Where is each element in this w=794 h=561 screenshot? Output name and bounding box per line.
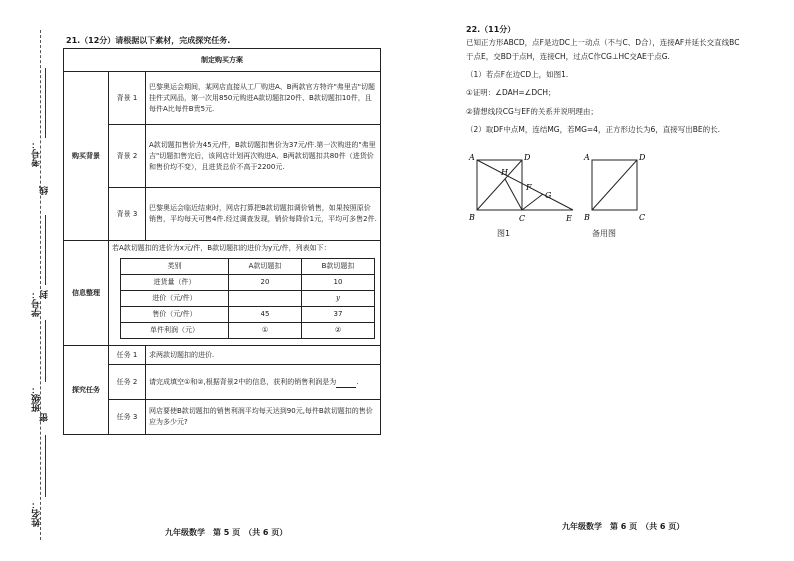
- background-1-label: 背景 1: [109, 72, 146, 125]
- inner-header-category: 类别: [121, 259, 229, 275]
- label-g: G: [545, 191, 552, 200]
- backup-label-b: B: [584, 213, 590, 222]
- footer-left: 九年级数学 第 5 页 （共 6 页）: [165, 528, 288, 537]
- fill-line-exam-number: [45, 68, 46, 138]
- task-2-text: 请完成填空①和②,根据背景2中的信息，获利的销售利润是为: [149, 377, 337, 386]
- section-purchase-background: 购买背景: [64, 72, 109, 241]
- table-cell: 进货量（件）: [121, 275, 229, 291]
- table-cell: [228, 291, 301, 307]
- q22-line-3: （1）若点F在边CD上，如图1.: [466, 70, 569, 79]
- inner-header-row: [121, 259, 375, 275]
- table-cell: 售价（元/件）: [121, 307, 229, 323]
- class-label: 班级：: [32, 385, 42, 412]
- table-row: [121, 275, 375, 291]
- label-f: F: [526, 183, 532, 192]
- background-2-text: A款切题扣售价为45元/件，B款切题扣售价为37元/件.第一次购进的"弗里吉"切题扣售完后，该网店计划再次购进A、B两款切题扣共80件（进货价和售价均不变），且进货总价不高于2200元.: [146, 125, 381, 188]
- exam-number-label: 考号：: [32, 140, 42, 167]
- segment-cg: [522, 194, 543, 210]
- section-info-organize: 信息整理: [64, 241, 109, 346]
- table-cell: ①: [228, 323, 301, 339]
- q21-heading: 21.（12分）请根据以下素材，完成探究任务.: [66, 36, 231, 45]
- q22-line-5: ②猜想线段CG与EF的关系并说明理由；: [466, 107, 598, 116]
- inner-header-a: A款切题扣: [228, 259, 301, 275]
- background-3-text: 巴黎奥运会临近结束时，网店打算把B款切题扣调价销售，如果按照原价销售，平均每天可售4件.经过调查发现，销价每降价1元，平均可多售2件.: [146, 188, 381, 241]
- table-cell: 20: [228, 275, 301, 291]
- task-1-label: 任务 1: [109, 346, 146, 365]
- task-2-label: 任务 2: [109, 365, 146, 400]
- table-row: [121, 307, 375, 323]
- q22-heading: 22.（11分）: [466, 25, 516, 34]
- q22-line-4: ①证明：∠DAH=∠DCH；: [466, 88, 556, 97]
- table-cell: 45: [228, 307, 301, 323]
- label-d: D: [524, 153, 531, 162]
- fill-line-student-number: [45, 215, 46, 285]
- label-b: B: [469, 213, 475, 222]
- backup-label-a: A: [584, 153, 590, 162]
- inner-header-b: B款切题扣: [301, 259, 374, 275]
- table-cell: ②: [301, 323, 374, 339]
- table-cell: 单件利润（元）: [121, 323, 229, 339]
- student-number-label: 学号：: [32, 290, 42, 317]
- backup-label-c: C: [639, 213, 646, 222]
- table-row: [121, 323, 375, 339]
- table-cell: 进价（元/件）: [121, 291, 229, 307]
- table-title: 制定购买方案: [64, 49, 381, 72]
- task-3-label: 任务 3: [109, 400, 146, 435]
- binding-line-mark: 线: [40, 186, 50, 195]
- backup-label-d: D: [639, 153, 646, 162]
- figure-1: [463, 150, 583, 230]
- label-e: E: [566, 214, 572, 223]
- table-cell: 10: [301, 275, 374, 291]
- backup-diagonal: [592, 160, 637, 210]
- figure-backup-caption: 备用图: [592, 229, 616, 238]
- table-row: [121, 291, 375, 307]
- q22-line-6: （2）取DF中点M，连结MG，若MG=4，正方形边长为6，直接写出BE的长.: [466, 125, 720, 134]
- footer-right: 九年级数学 第 6 页 （共 6 页）: [562, 522, 685, 531]
- binding-dashed-line: [40, 30, 41, 540]
- task-3-text: 网店要使B款切题扣的销售利润平均每天达到90元,每件B款切题扣的售价应为多少元?: [146, 400, 381, 435]
- answer-blank: [336, 379, 356, 388]
- binding-dense-mark: 密: [40, 413, 50, 422]
- background-3-label: 背景 3: [109, 188, 146, 241]
- background-2-label: 背景 2: [109, 125, 146, 188]
- name-label: 姓名：: [32, 500, 42, 527]
- label-h: H: [501, 168, 508, 177]
- table-cell: 37: [301, 307, 374, 323]
- info-inner-table: [120, 258, 375, 339]
- info-text: 若A款切题扣的进价为x元/件，B款切题扣的进价为y元/件，列表如下：: [112, 244, 331, 252]
- q22-line-2: 于点E，交BD于点H，连接CH，过点C作CG⊥HC交AE于点G.: [466, 52, 670, 61]
- table-cell: y: [301, 291, 374, 307]
- segment-ch: [505, 179, 522, 210]
- fill-line-name: [45, 435, 46, 497]
- purchase-plan-table: [63, 48, 381, 435]
- label-a: A: [469, 153, 475, 162]
- task-1-text: 求两款切题扣的进价.: [146, 346, 381, 365]
- q22-line-1: 已知正方形ABCD，点F是边DC上一动点（不与C、D合），连接AF并延长交直线BC: [466, 38, 740, 47]
- diagonal-bd: [477, 160, 522, 210]
- info-cell: [109, 241, 381, 346]
- line-ae: [477, 160, 573, 210]
- binding-seal-mark: 封: [40, 290, 50, 299]
- background-1-text: 巴黎奥运会期间，某网店直接从工厂购进A、B两款官方特许"弗里吉"切题挂件式网品，第一次用850元购进A款切题扣20件、B款切题扣10件，且每件A比每件B贵5元.: [146, 72, 381, 125]
- figure-backup: [580, 150, 660, 230]
- figure-1-caption: 图1: [497, 229, 511, 238]
- fill-line-class: [45, 320, 46, 382]
- section-explore-task: 探究任务: [64, 346, 109, 435]
- task-2-cell: 请完成填空①和②,根据背景2中的信息，获利的销售利润是为 .: [146, 365, 381, 400]
- label-c: C: [519, 214, 526, 223]
